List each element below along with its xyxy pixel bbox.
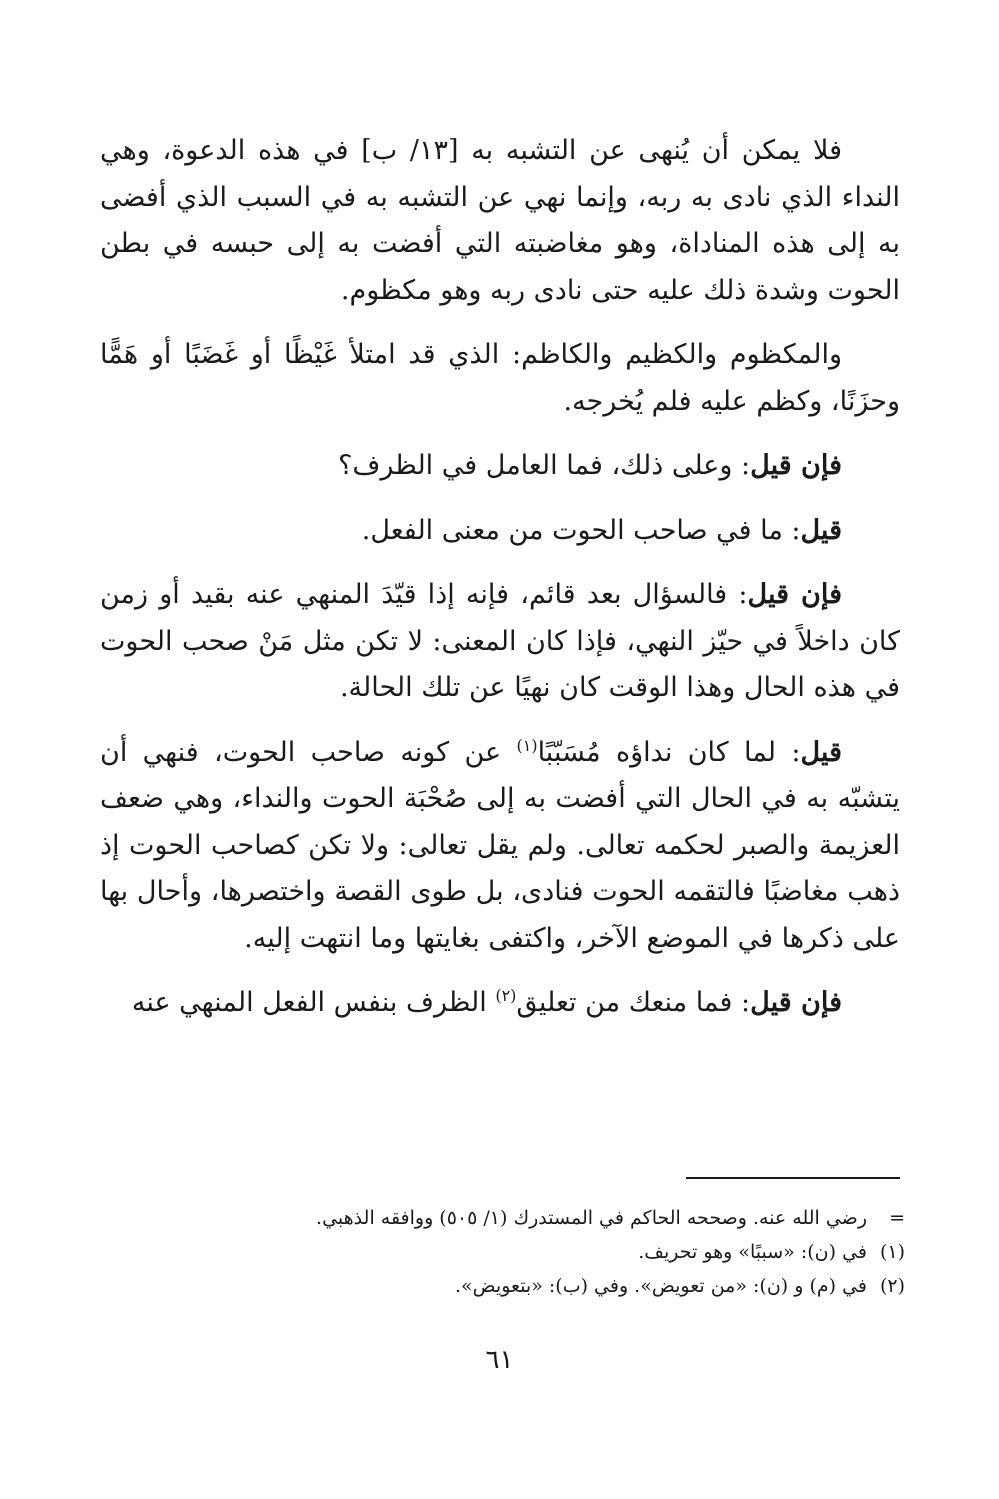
paragraph-text: الظرف بنفس الفعل المنهي عنه (131, 987, 496, 1018)
paragraph-lead: فإن قيل (750, 450, 842, 481)
paragraph-5 (100, 572, 900, 712)
paragraph-lead: فإن قيل (750, 987, 842, 1018)
paragraph-text: فلا يمكن أن يُنهى عن التشبه به [١٣/ ب] في هذه الدعوة، وهي النداء الذي نادى به ربه، وإنما نهي عن التشبه به في السبب الذي أفضى به إلى هذه المناداة، وهو مغاضبته التي أفضت به إلى حبسه في بطن الحوت وشدة ذلك عليه حتى نادى ربه وهو مكظوم. (100, 135, 900, 306)
paragraph-2 (100, 332, 900, 425)
paragraph-text: : فما منعك من تعليق (516, 987, 751, 1018)
page-number: ٦١ (485, 1345, 514, 1375)
footnote-reference: (٢) (495, 986, 517, 1005)
footnote-mark: (١) (879, 1241, 905, 1263)
paragraph-lead: قيل (800, 736, 842, 768)
footnote-text: في (ن): «سببًا» وهو تحريف. (638, 1241, 867, 1263)
paragraph-text: : ما في صاحب الحوت من معنى الفعل. (361, 514, 801, 546)
footnote-text: في (م) و (ن): «من تعويض». وفي (ب): «بتعويض». (454, 1275, 867, 1297)
footnote-divider (686, 1177, 900, 1179)
footnotes (100, 1201, 905, 1303)
paragraph-lead: فإن قيل (747, 579, 842, 610)
footnote-mark: (٢) (879, 1275, 905, 1297)
paragraph-7 (100, 980, 900, 1027)
paragraph-text: : لما كان نداؤه مُسَبّبًا (537, 736, 801, 768)
footnote-text: رضي الله عنه. وصححه الحاكم في المستدرك (١/ ٥٠٥) ووافقه الذهبي. (316, 1207, 867, 1229)
paragraph-6 (100, 730, 900, 963)
paragraph-text: : وعلى ذلك، فما العامل في الظرف؟ (338, 450, 751, 481)
paragraph-text: عن كونه صاحب الحوت، فنهي أن يتشبّه به في الحال التي أفضت به إلى صُحْبَة الحوت والنداء، وهي ضعف العزيمة والصبر لحكمه تعالى. ولم يقل تعالى: ولا تكن كصاحب الحوت إذ ذهب مغاضبًا فالتقمه الحوت فنادى، بل طوى القصة واختصرها، وأحال بها على ذكرها في الموضع الآخر، واكتفى بغايتها وما انتهت إليه. (100, 736, 900, 954)
footnote-2 (100, 1269, 905, 1303)
footnote-continuation (100, 1201, 905, 1235)
footnote-1 (100, 1235, 905, 1269)
paragraph-4 (100, 508, 900, 555)
paragraph-1 (100, 128, 900, 314)
paragraph-text: : فالسؤال بعد قائم، فإنه إذا قيّدَ المنهي عنه بقيد أو زمن كان داخلاً في حيّز النهي، فإذا كان المعنى: لا تكن مثل مَنْ صحب الحوت في هذه الحال وهذا الوقت كان نهيًا عن تلك الحالة. (100, 579, 900, 703)
paragraph-3 (100, 443, 900, 490)
paragraph-lead: قيل (800, 514, 842, 546)
main-text (100, 128, 900, 1045)
footnote-mark: = (889, 1207, 905, 1229)
footnote-reference: (١) (516, 735, 538, 755)
paragraph-text: والمكظوم والكظيم والكاظم: الذي قد امتلأ غَيْظًا أو غَضَبًا أو هَمًّا وحزَنًا، وكظم عليه فلم يُخرجه. (100, 339, 900, 417)
